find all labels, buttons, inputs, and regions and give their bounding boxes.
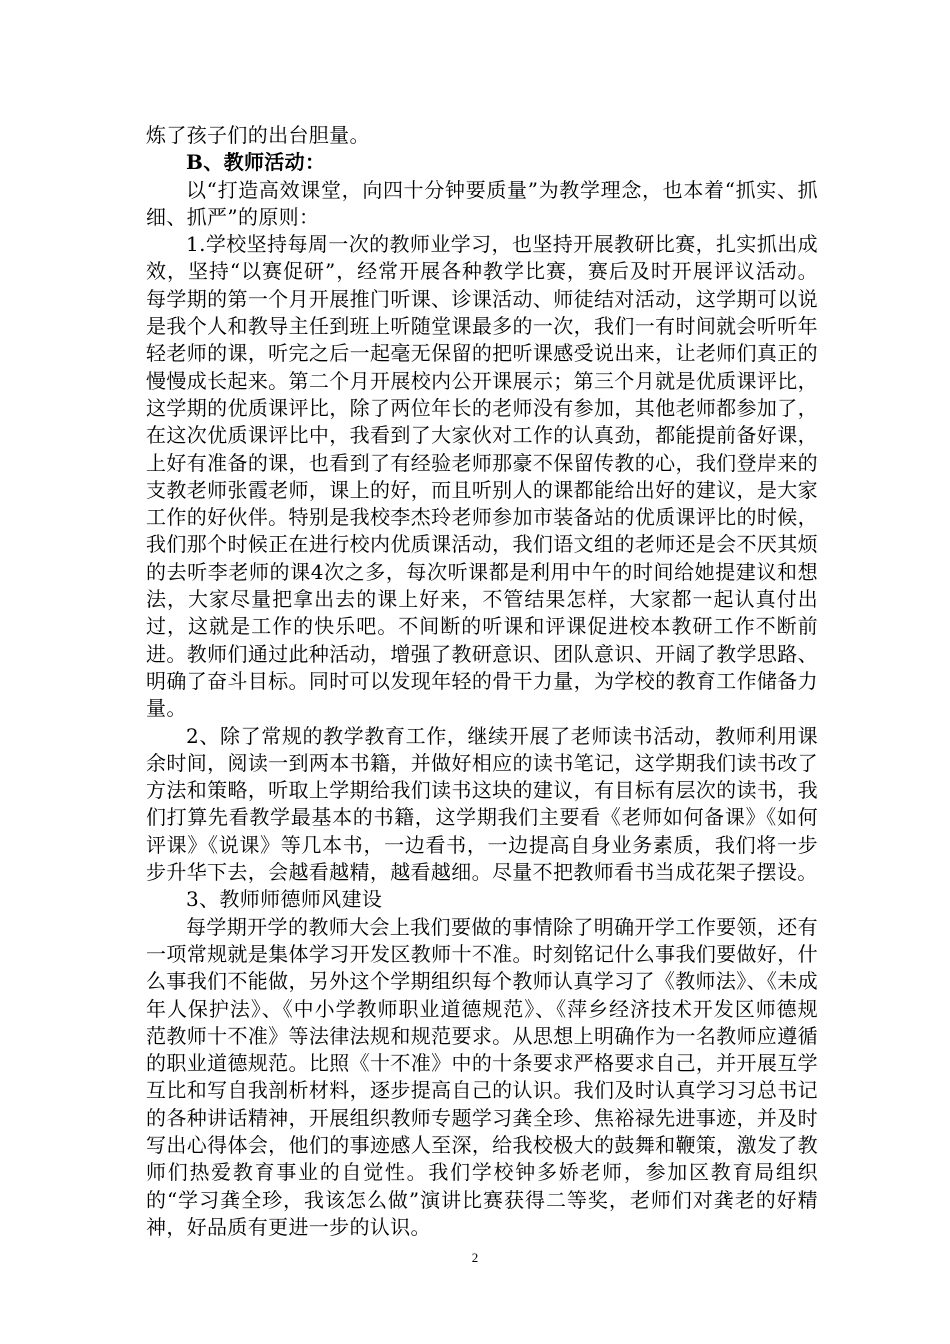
paragraph-item-2-reading-activity: 2、除了常规的教学教育工作，继续开展了老师读书活动，教师利用课余时间，阅读一到两本书籍，并做好相应的读书笔记，这学期我们读书改了方法和策略，听取上学期给我们读书这块的建议，有目标有层次的读书，我们打算先看教学最基本的书籍，这学期我们主要看《老师如何备课》《如何评课》《说课》等几本书，一边看书，一边提高自身业务素质，我们将一步步升华下去，会越看越精，越看越细。尽量不把教师看书当成花架子摆设。 bbox=[146, 723, 818, 885]
paragraph-ethics-construction: 每学期开学的教师大会上我们要做的事情除了明确开学工作要领，还有一项常规就是集体学习开发区教师十不准。时刻铭记什么事我们要做好，什么事我们不能做，另外这个学期组织每个教师认真学习了《教师法》、《未成年人保护法》、《中小学教师职业道德规范》、《萍乡经济技术开发区师德规范教师十不准》等法律法规和规范要求。从思想上明确作为一名教师应遵循的职业道德规范。比照《十不准》中的十条要求严格要求自己，并开展互学互比和写自我剖析材料，逐步提高自己的认识。我们及时认真学习习总书记的各种讲话精神，开展组织教师专题学习龚全珍、焦裕禄先进事迹，并及时写出心得体会，他们的事迹感人至深，给我校极大的鼓舞和鞭策，激发了教师们热爱教育事业的自觉性。我们学校钟多娇老师，参加区教育局组织的“学习龚全珍，我该怎么做”演讲比赛获得二等奖，老师们对龚老的好精神，好品质有更进一步的认识。 bbox=[146, 914, 818, 1239]
paragraph-item-1-weekly-study: 1.学校坚持每周一次的教师业学习，也坚持开展教研比赛，扎实抓出成效，坚持“以赛促研”，经常开展各种教学比赛，赛后及时开展评议活动。每学期的第一个月开展推门听课、诊课活动、师徒结对活动，这学期可以说是我个人和教导主任到班上听随堂课最多的一次，我们一有时间就会听听年轻老师的课，听完之后一起毫无保留的把听课感受说出来，让老师们真正的慢慢成长起来。第二个月开展校内公开课展示；第三个月就是优质课评比，这学期的优质课评比，除了两位年长的老师没有参加，其他老师都参加了，在这次优质课评比中，我看到了大家伙对工作的认真劲，都能提前备好课，上好有准备的课，也看到了有经验老师那豪不保留传教的心，我们登岸来的支教老师张霞老师，课上的好，而且听别人的课都能给出好的建议，是大家工作的好伙伴。特别是我校李杰玲老师参加市装备站的优质课评比的时候，我们那个时候正在进行校内优质课活动，我们语文组的老师还是会不厌其烦的去听李老师的课4次之多，每次听课都是利用中午的时间给她提建议和想法，大家尽量把拿出去的课上好来，不管结果怎样，大家都一起认真付出过，这就是工作的快乐吧。不间断的听课和评课促进校本教研工作不断前进。教师们通过此种活动，增强了教研意识、团队意识、开阔了教学思路、明确了奋斗目标。同时可以发现年轻的骨干力量，为学校的教育工作储备力量。 bbox=[146, 232, 818, 721]
document-body bbox=[146, 122, 818, 1241]
page-number: 2 bbox=[471, 1250, 479, 1265]
subheading-item-3-ethics: 3、教师师德师风建设 bbox=[186, 887, 383, 912]
paragraph-continuation: 炼了孩子们的出台胆量。 bbox=[146, 123, 370, 147]
paragraph-teaching-philosophy: 以“打造高效课堂，向四十分钟要质量”为教学理念，也本着“抓实、抓细、抓严”的原则： bbox=[146, 177, 818, 229]
section-heading-teacher-activities: B、教师活动： bbox=[186, 150, 326, 175]
